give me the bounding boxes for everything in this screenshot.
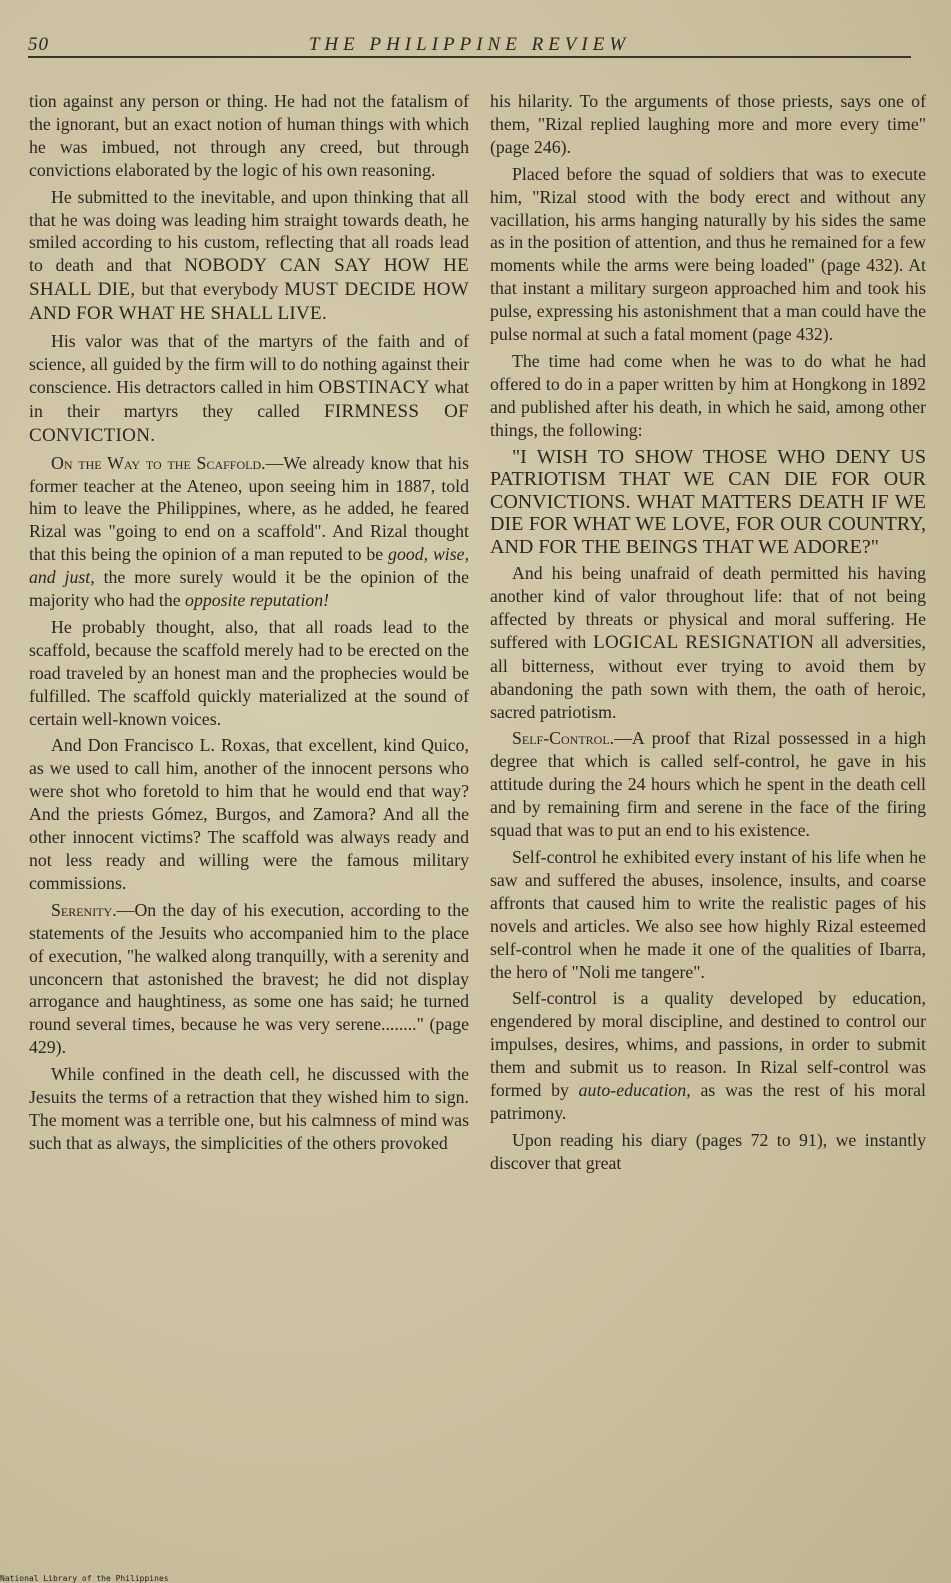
paragraph: While confined in the death cell, he discussed with the Jesuits the terms of a retraction that they wished him to sign. The moment was a terrible one, but his calmness of mind was such that as always, the simplicities of the others provoked [29,1064,469,1153]
running-header [28,34,911,58]
paragraph: His valor was that of the martyrs of the faith and of science, all guided by the firm will to do nothing against their conscience. His detractors called in him OBSTINACY what in their martyrs they called FIRMNESS OF CONVICTION. [29,331,470,446]
left-column [29,90,469,1159]
paragraph: Self-Control.—A proof that Rizal possessed in a high degree that which is called self-control, he gave in his attitude during the 24 hours which he spent in the death cell and by remaining firm and serene in the face of the firing squad that was to put an end to his existence. [490,728,926,841]
paragraph: And his being unafraid of death permitted his having another kind of valor throughout life: that of not being affected by threats or physical and moral suffering. He suffered with LOGICAL RESIGNATION all adversities, all bitterness, without ever trying to avoid them by abandoning the path sown with them, the oath of heroic, sacred patriotism. [490,563,926,722]
emphasis-caps: MUST DECIDE HOW AND FOR WHAT HE SHALL LIVE. [29,279,469,325]
paragraph: Serenity.—On the day of his execution, according to the statements of the Jesuits who accompanied him to the place of execution, "he walked along tranquilly, with a serenity and unconcern that astonished the bravest; he did not display arrogance and haughtiness, as some one has said; he turned round several times, because he was very serene........" (page 429). [29,899,469,1058]
emphasis-caps: OBSTINACY [318,376,430,398]
paragraph: Upon reading his diary (pages 72 to 91), we instantly discover that great [490,1129,926,1173]
paragraph: tion against any person or thing. He had not the fatalism of the ignorant, but an exact notion of human things with which he was imbued, not through any creed, but through convictions elaborated by the logic of his own reasoning. [29,91,469,180]
section-head: On the Way to the Scaffold. [51,452,266,473]
paragraph: And Don Francisco L. Roxas, that excellent, kind Quico, as we used to call him, another of the innocent persons who were shot who foretold to him that he would end that way? And the priests Gómez, Burgos, and Zamora? And all the other innocent victims? The scaffold was always ready and not less ready and willing were the famous military commissions. [29,735,469,893]
paragraph: On the Way to the Scaffold.—We already know that his former teacher at the Ateneo, upon seeing him in 1887, told him to leave the Philippines, where, as he added, he feared Rizal was "going to end on a scaffold". And Rizal thought that this being the opinion of a man reputed to be good, wise, and just, the more surely would it be the opinion of the majority who had the opposite reputation! [29,452,470,611]
right-column [490,90,926,1179]
emphasis-caps: FIRMNESS OF CONVICTION. [29,400,469,446]
library-credit: National Library of the Philippines [0,1574,169,1583]
running-title: THE PHILIPPINE REVIEW [308,34,631,55]
page-number: 50 [28,34,49,55]
section-head: Serenity. [51,899,117,920]
paragraph: Self-control is a quality developed by education, engendered by moral discipline, and destined to control our impulses, desires, whims, and passions, in order to submit them and submit us to reason. In Rizal self-control was formed by auto-education, as was the rest of his moral patrimony. [490,988,926,1123]
block-quote: "I WISH TO SHOW THOSE WHO DENY US PATRIOTISM THAT WE CAN DIE FOR OUR CONVICTIONS. WHAT MATTERS DEATH IF WE DIE FOR WHAT WE LOVE, FOR OUR COUNTRY, AND FOR THE BEINGS THAT WE ADORE?" [490,445,926,558]
emphasis-caps: LOGICAL RESIGNATION [593,631,815,653]
paragraph: The time had come when he was to do what he had offered to do in a paper written by him at Hongkong in 1892 and published after his death, in which he said, among other things, the following: [490,350,926,440]
emphasis-caps: NOBODY CAN SAY HOW HE SHALL DIE, [29,255,469,301]
paragraph: He probably thought, also, that all roads lead to the scaffold, because the scaffold merely had to be erected on the road traveled by an honest man and the prophecies would be fulfilled. The scaffold quickly materialized at the sound of certain well-known voices. [29,616,469,729]
paragraph: He submitted to the inevitable, and upon thinking that all that he was doing was leading him straight towards death, he smiled according to his custom, reflecting that all roads lead to death and that NOBODY CAN SAY HOW HE SHALL DIE, but that everybody MUST DECIDE HOW AND FOR WHAT HE SHALL LIVE. [29,186,469,325]
paragraph: Placed before the squad of soldiers that was to execute him, "Rizal stood with the body erect and without any vacillation, his arms hanging naturally by his sides the same as in the position of attention, and thus he remained for a few moments while the arms were being loaded" (page 432). At that instant a military surgeon approached him and took his pulse, expressing his astonishment that a man could have the pulse normal at such a fatal moment (page 432). [490,163,927,345]
paragraph: his hilarity. To the arguments of those priests, says one of them, "Rizal replied laughing more and more every time" (page 246). [490,91,926,157]
section-head: Self-Control. [512,728,615,749]
paragraph: Self-control he exhibited every instant of his life when he saw and suffered the abuses, insolence, insults, and coarse affronts that caused him to write the realistic pages of his novels and articles. We also see how highly Rizal esteemed self-control when he made it one of the qualities of Ibarra, the hero of "Noli me tangere". [490,846,926,982]
